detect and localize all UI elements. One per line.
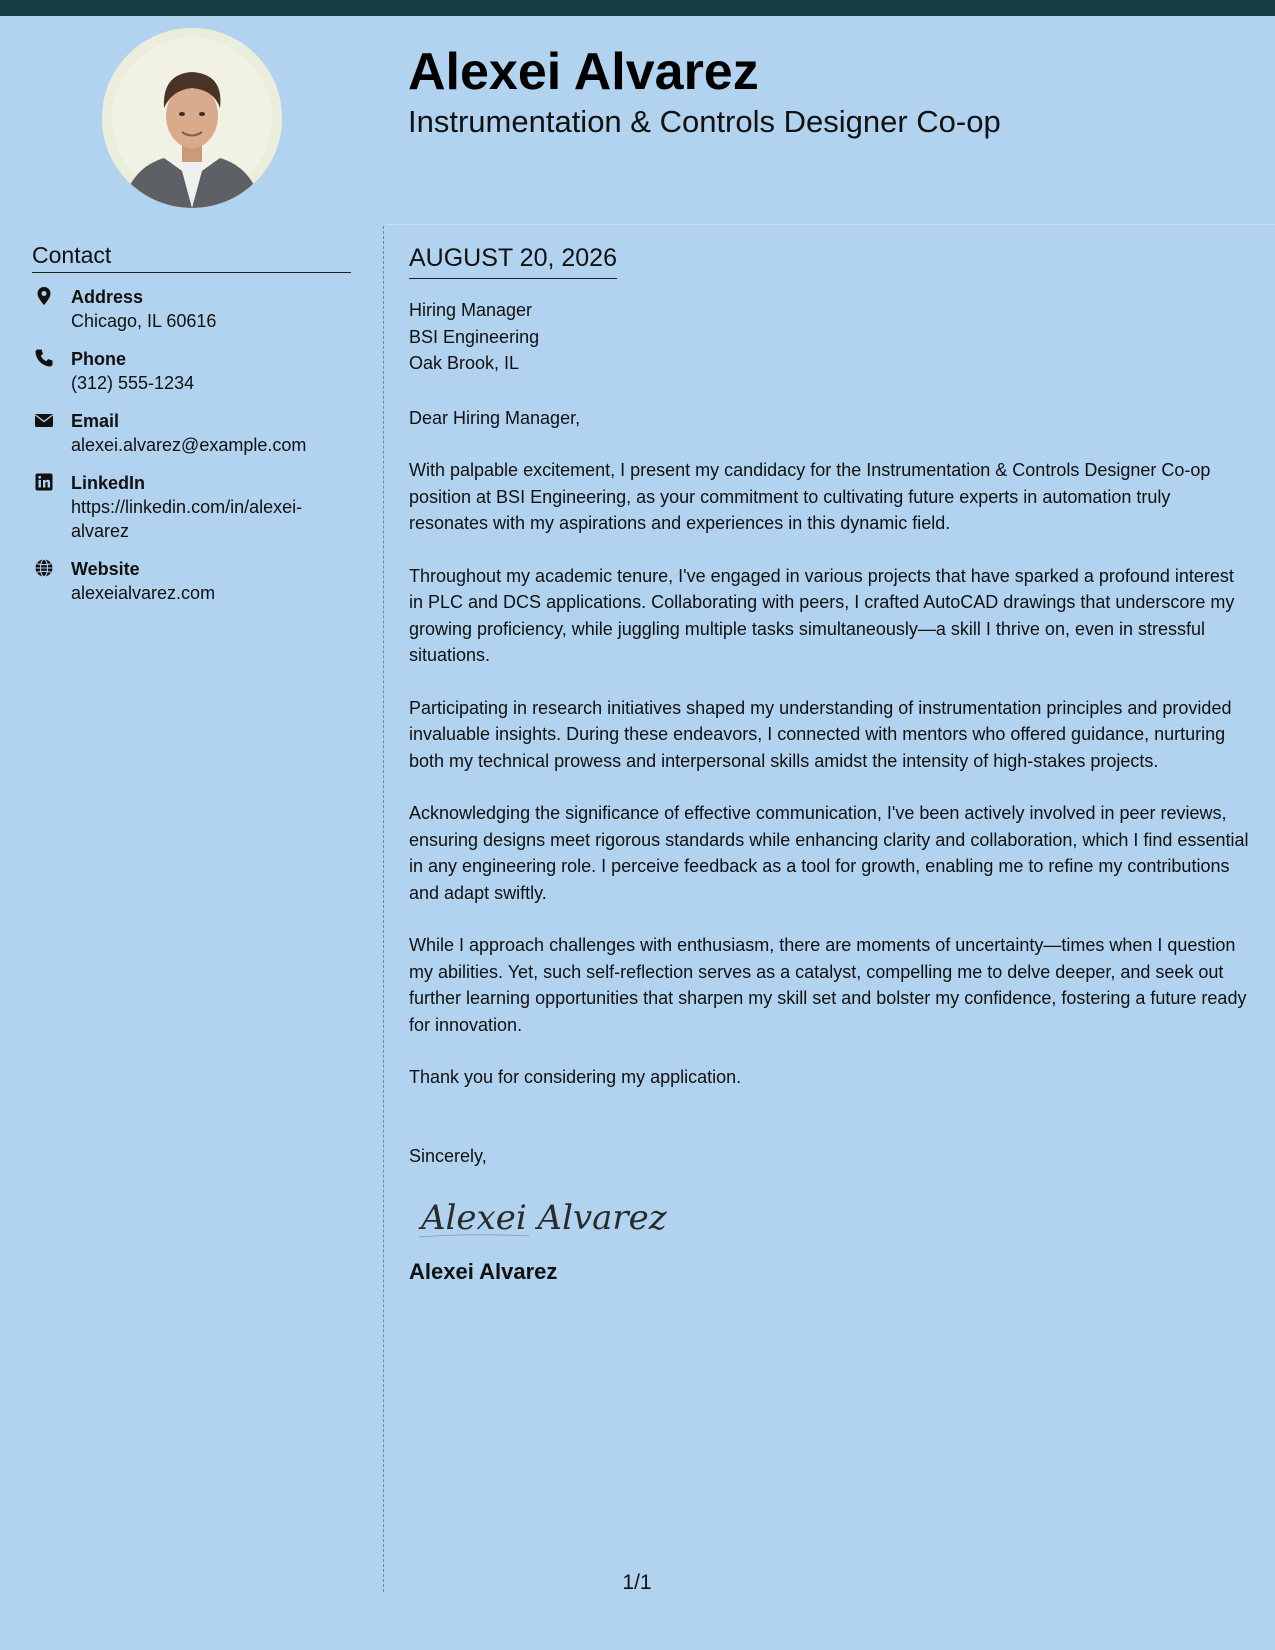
contact-linkedin xyxy=(32,471,351,543)
column-divider xyxy=(383,226,384,1592)
letter-paragraph: With palpable excitement, I present my candidacy for the Instrumentation & Controls Designer Co-op position at BSI Engineering, as your commitment to cultivating future experts in automation truly resonates with my aspirations and experiences in this dynamic field. xyxy=(409,460,1211,533)
signer-name: Alexei Alvarez xyxy=(409,1259,558,1284)
applicant-name: Alexei Alvarez xyxy=(408,43,759,101)
contact-email-label: Email xyxy=(71,411,120,431)
contact-linkedin-label: LinkedIn xyxy=(71,473,146,493)
recipient-block xyxy=(409,297,1249,377)
letter-paragraph: While I approach challenges with enthusiasm, there are moments of uncertainty—times when I question my abilities. Yet, such self-reflection serves as a catalyst, compelling me to delve deeper, and seek out further learning opportunities that sharpen my skill set and bolster my confidence, fostering a future ready for innovation. xyxy=(409,935,1247,1035)
linkedin-icon xyxy=(34,472,54,492)
profile-photo xyxy=(102,28,282,208)
recipient-line: Hiring Manager xyxy=(409,300,533,320)
letter-paragraph: Thank you for considering my application. xyxy=(409,1067,742,1087)
globe-icon xyxy=(34,558,54,578)
contact-website-label: Website xyxy=(71,559,140,579)
contact-address xyxy=(32,285,351,333)
letter-date: AUGUST 20, 2026 xyxy=(409,240,617,279)
contact-address-label: Address xyxy=(71,287,144,307)
cover-letter-body xyxy=(409,240,1249,1287)
job-title: Instrumentation & Controls Designer Co-op xyxy=(408,104,1001,139)
letter-paragraph: Participating in research initiatives shaped my understanding of instrumentation principles and provided invaluable insights. During these endeavors, I connected with mentors who offered guidance, nurturing both my technical prowess and interpersonal skills amidst the intensity of high-stakes projects. xyxy=(409,697,1232,771)
signature-image xyxy=(409,1187,669,1247)
envelope-icon xyxy=(34,410,54,430)
closing: Sincerely, xyxy=(409,1145,487,1166)
contact-website-value[interactable]: alexeialvarez.com xyxy=(71,583,216,603)
recipient-line: BSI Engineering xyxy=(409,326,540,347)
signature-text: Alexei Alvarez xyxy=(421,1198,667,1238)
contact-linkedin-value[interactable]: https://linkedin.com/in/alexei-alvarez xyxy=(71,497,303,541)
salutation: Dear Hiring Manager, xyxy=(409,407,581,428)
contact-phone xyxy=(32,347,351,395)
recipient-line: Oak Brook, IL xyxy=(409,353,520,373)
contact-email-value[interactable]: alexei.alvarez@example.com xyxy=(71,435,307,455)
phone-icon xyxy=(34,348,54,368)
contact-heading: Contact xyxy=(32,240,351,273)
contact-sidebar xyxy=(32,240,351,619)
contact-email xyxy=(32,409,351,457)
contact-phone-value[interactable]: (312) 555-1234 xyxy=(71,373,195,393)
profile-photo-image xyxy=(102,28,282,208)
top-accent-bar xyxy=(0,0,1275,16)
header-divider xyxy=(386,224,1275,225)
contact-website xyxy=(32,557,351,605)
letter-paragraph: Throughout my academic tenure, I've engaged in various projects that have sparked a profound interest in PLC and DCS applications. Collaborating with peers, I crafted AutoCAD drawings that underscore my growing proficiency, while juggling multiple tasks simultaneously—a skill I thrive on, even in stressful situations. xyxy=(409,565,1235,665)
map-pin-icon xyxy=(34,286,54,306)
letter-paragraph: Acknowledging the significance of effective communication, I've been actively involved in peer reviews, ensuring designs meet rigorous standards while enhancing clarity and collaboration, which I find essential in any engineering role. I perceive feedback as a tool for growth, enabling me to refine my contributions and adapt swiftly. xyxy=(409,803,1249,903)
handwritten-signature xyxy=(409,1187,669,1247)
contact-phone-label: Phone xyxy=(71,349,127,369)
contact-address-value: Chicago, IL 60616 xyxy=(71,311,217,331)
page-number: 1/1 xyxy=(622,1571,652,1594)
